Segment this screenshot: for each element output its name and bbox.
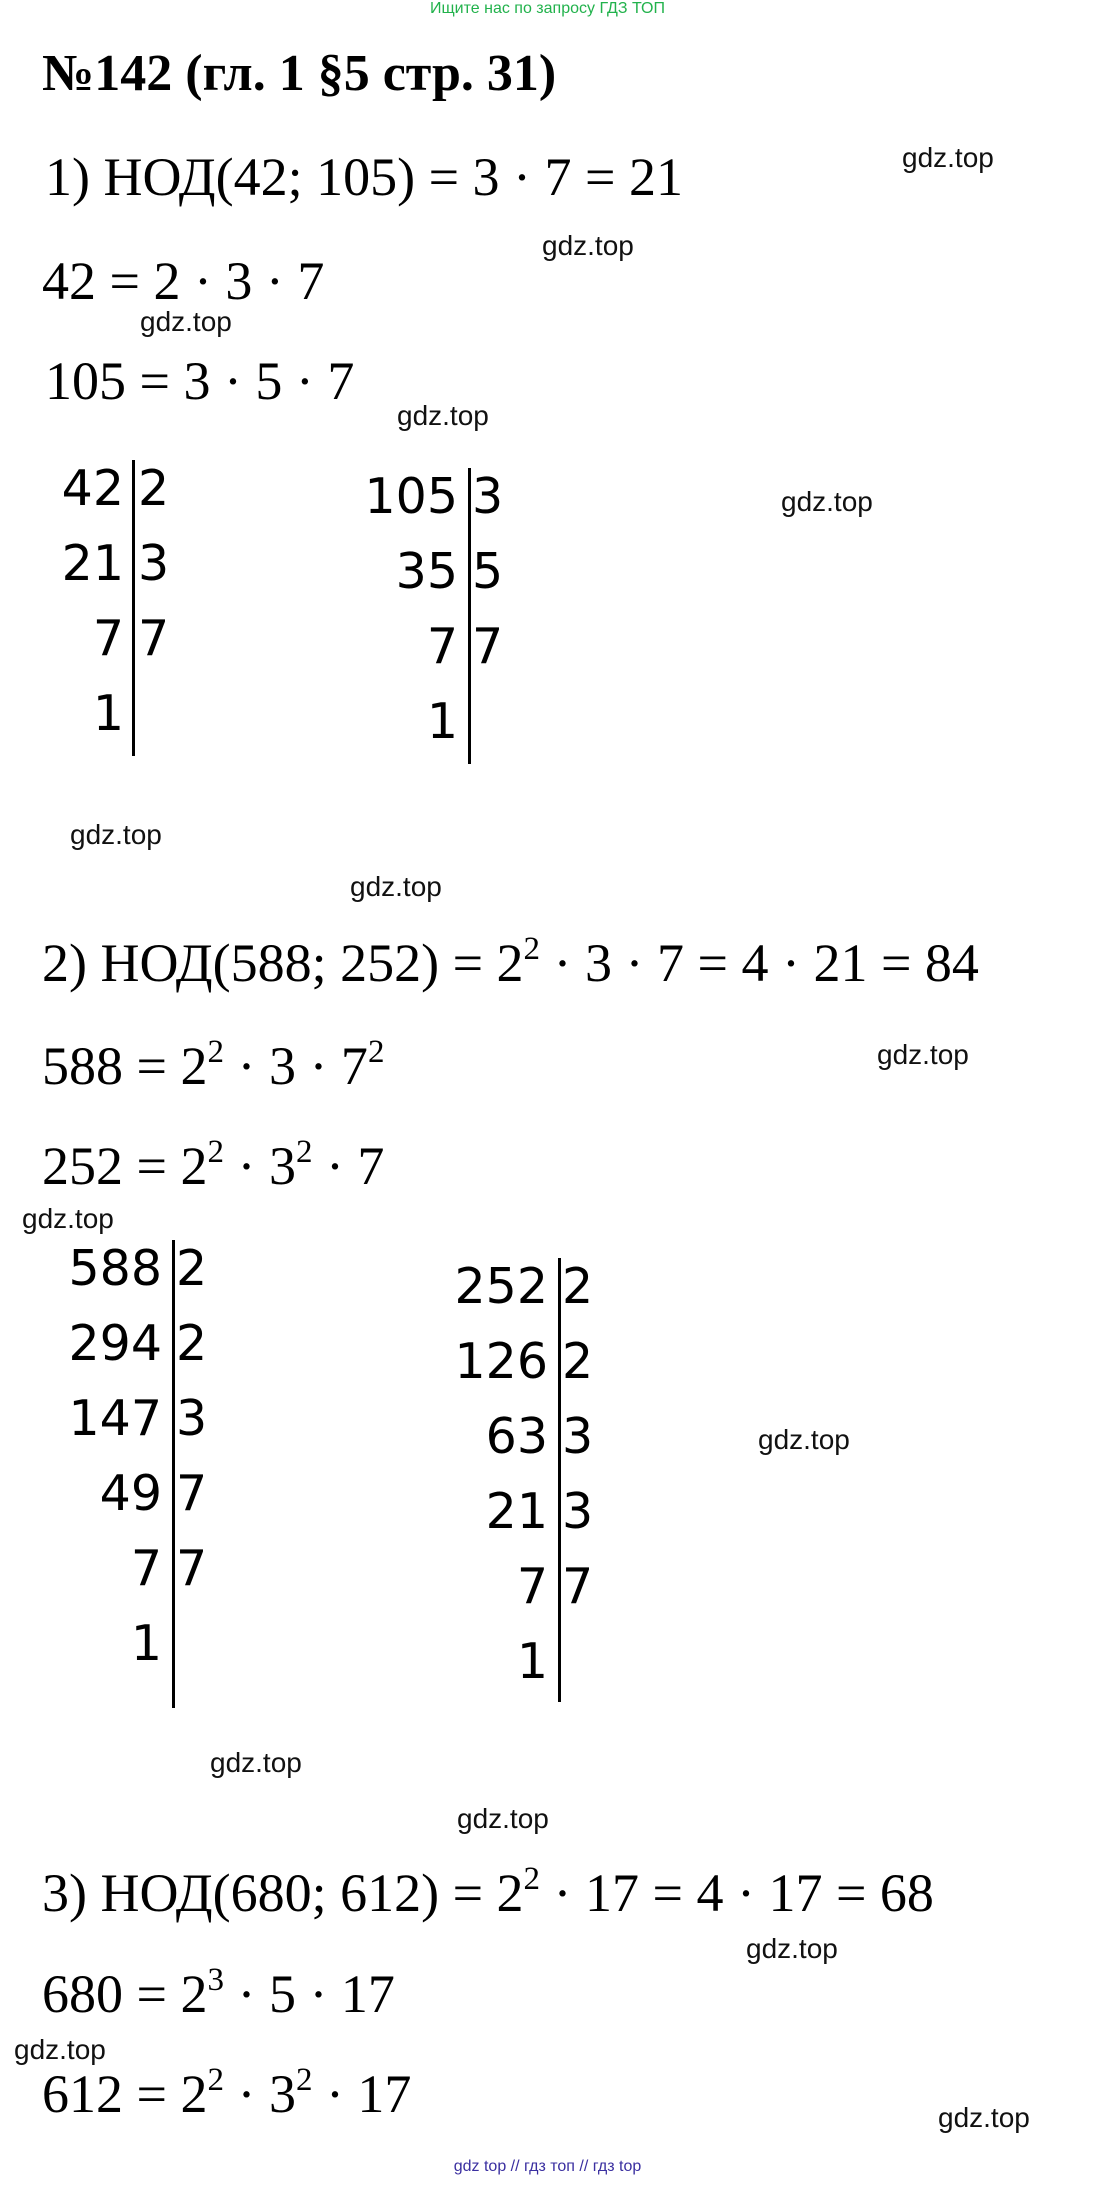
- watermark: gdz.top: [210, 1747, 302, 1778]
- watermark: gdz.top: [781, 486, 873, 517]
- factor-divisor: 7: [472, 618, 504, 675]
- factor-number: 588: [68, 1240, 162, 1297]
- factor-divisor: 7: [176, 1465, 208, 1522]
- factor-divisor: 2: [176, 1240, 208, 1297]
- task1-factorization-105: 105 = 3 · 5 · 7: [45, 351, 355, 411]
- watermark: gdz.top: [22, 1203, 114, 1234]
- factor-divisor: 5: [472, 543, 504, 600]
- watermark: gdz.top: [746, 1933, 838, 1964]
- watermark: gdz.top: [14, 2034, 106, 2065]
- watermark: gdz.top: [542, 230, 634, 261]
- factor-divisor: 7: [562, 1558, 594, 1615]
- factor-number: 21: [61, 535, 124, 592]
- footer-link[interactable]: гдз top: [592, 2158, 642, 2175]
- factor-divisor: 2: [562, 1333, 594, 1390]
- factor-table-105: [340, 468, 540, 768]
- factor-divisor: 2: [562, 1258, 594, 1315]
- page-title: №142 (гл. 1 §5 стр. 31): [42, 45, 557, 102]
- footer-separator: //: [579, 2158, 589, 2175]
- divider-line: [558, 1258, 561, 1702]
- footer-links: [0, 2158, 1095, 2176]
- factor-number: 105: [364, 468, 458, 525]
- factor-divisor: 7: [138, 610, 170, 667]
- factor-number: 49: [99, 1465, 162, 1522]
- task3-factorization-680: $680 = 2^3 \cdot 5 \cdot 17$: [42, 1962, 395, 2024]
- divider-line: [172, 1240, 175, 1708]
- divider-line: [132, 460, 135, 756]
- factor-number: 7: [130, 1540, 162, 1597]
- task2-factorization-588: $588 = 2^2 \cdot 3 \cdot 7^2$: [42, 1034, 385, 1096]
- factor-divisor: 3: [472, 468, 504, 525]
- watermark: gdz.top: [758, 1424, 850, 1455]
- footer-separator: //: [510, 2158, 520, 2175]
- watermark: gdz.top: [902, 142, 994, 173]
- factor-table-252: [420, 1258, 640, 1708]
- footer-link[interactable]: gdz top: [453, 2158, 507, 2175]
- watermark: gdz.top: [938, 2102, 1030, 2133]
- factor-divisor: 2: [176, 1315, 208, 1372]
- factor-divisor: 3: [562, 1483, 594, 1540]
- footer-link[interactable]: гдз топ: [524, 2158, 575, 2175]
- task3-factorization-612: $612 = 2^2 \cdot 3^2 \cdot 17$: [42, 2062, 412, 2124]
- factor-number: 1: [516, 1633, 548, 1690]
- factor-number: 7: [516, 1558, 548, 1615]
- factor-divisor: 3: [176, 1390, 208, 1447]
- task2-gcd-line: 2) НОД(588; $252) = 2^2 \cdot 3 \cdot 7 = 4 \cdot 21 = 84$: [42, 931, 979, 993]
- task1-factorization-42: 42 = 2 · 3 · 7: [42, 251, 325, 311]
- task2-factorization-252: $252 = 2^2 \cdot 3^2 \cdot 7$: [42, 1134, 385, 1196]
- factor-number: 126: [454, 1333, 548, 1390]
- watermark: gdz.top: [457, 1803, 549, 1834]
- factor-divisor: 2: [138, 460, 170, 517]
- factor-number: 252: [454, 1258, 548, 1315]
- factor-table-588: [40, 1240, 260, 1710]
- divider-line: [468, 468, 471, 764]
- factor-number: 1: [426, 693, 458, 750]
- watermark: gdz.top: [70, 819, 162, 850]
- factor-number: 1: [92, 685, 124, 742]
- factor-divisor: 3: [562, 1408, 594, 1465]
- watermark: gdz.top: [140, 306, 232, 337]
- factor-divisor: 3: [138, 535, 170, 592]
- factor-table-42: [40, 460, 220, 760]
- search-hint-link[interactable]: Ищите нас по запросу ГДЗ ТОП: [430, 0, 665, 17]
- factor-number: 63: [485, 1408, 548, 1465]
- factor-number: 35: [395, 543, 458, 600]
- factor-number: 294: [68, 1315, 162, 1372]
- factor-number: 1: [130, 1615, 162, 1672]
- factor-number: 7: [92, 610, 124, 667]
- watermark: gdz.top: [350, 871, 442, 902]
- factor-number: 7: [426, 618, 458, 675]
- factor-divisor: 7: [176, 1540, 208, 1597]
- factor-number: 147: [68, 1390, 162, 1447]
- factor-number: 21: [485, 1483, 548, 1540]
- watermark: gdz.top: [877, 1039, 969, 1070]
- task3-gcd-line: 3) НОД(680; $612) = 2^2 \cdot 17 = 4 \cdot 17 = 68$: [42, 1861, 934, 1923]
- factor-number: 42: [61, 460, 124, 517]
- task1-gcd-line: 1) НОД(42; 105) = 3 · 7 = 21: [45, 147, 683, 207]
- watermark: gdz.top: [397, 400, 489, 431]
